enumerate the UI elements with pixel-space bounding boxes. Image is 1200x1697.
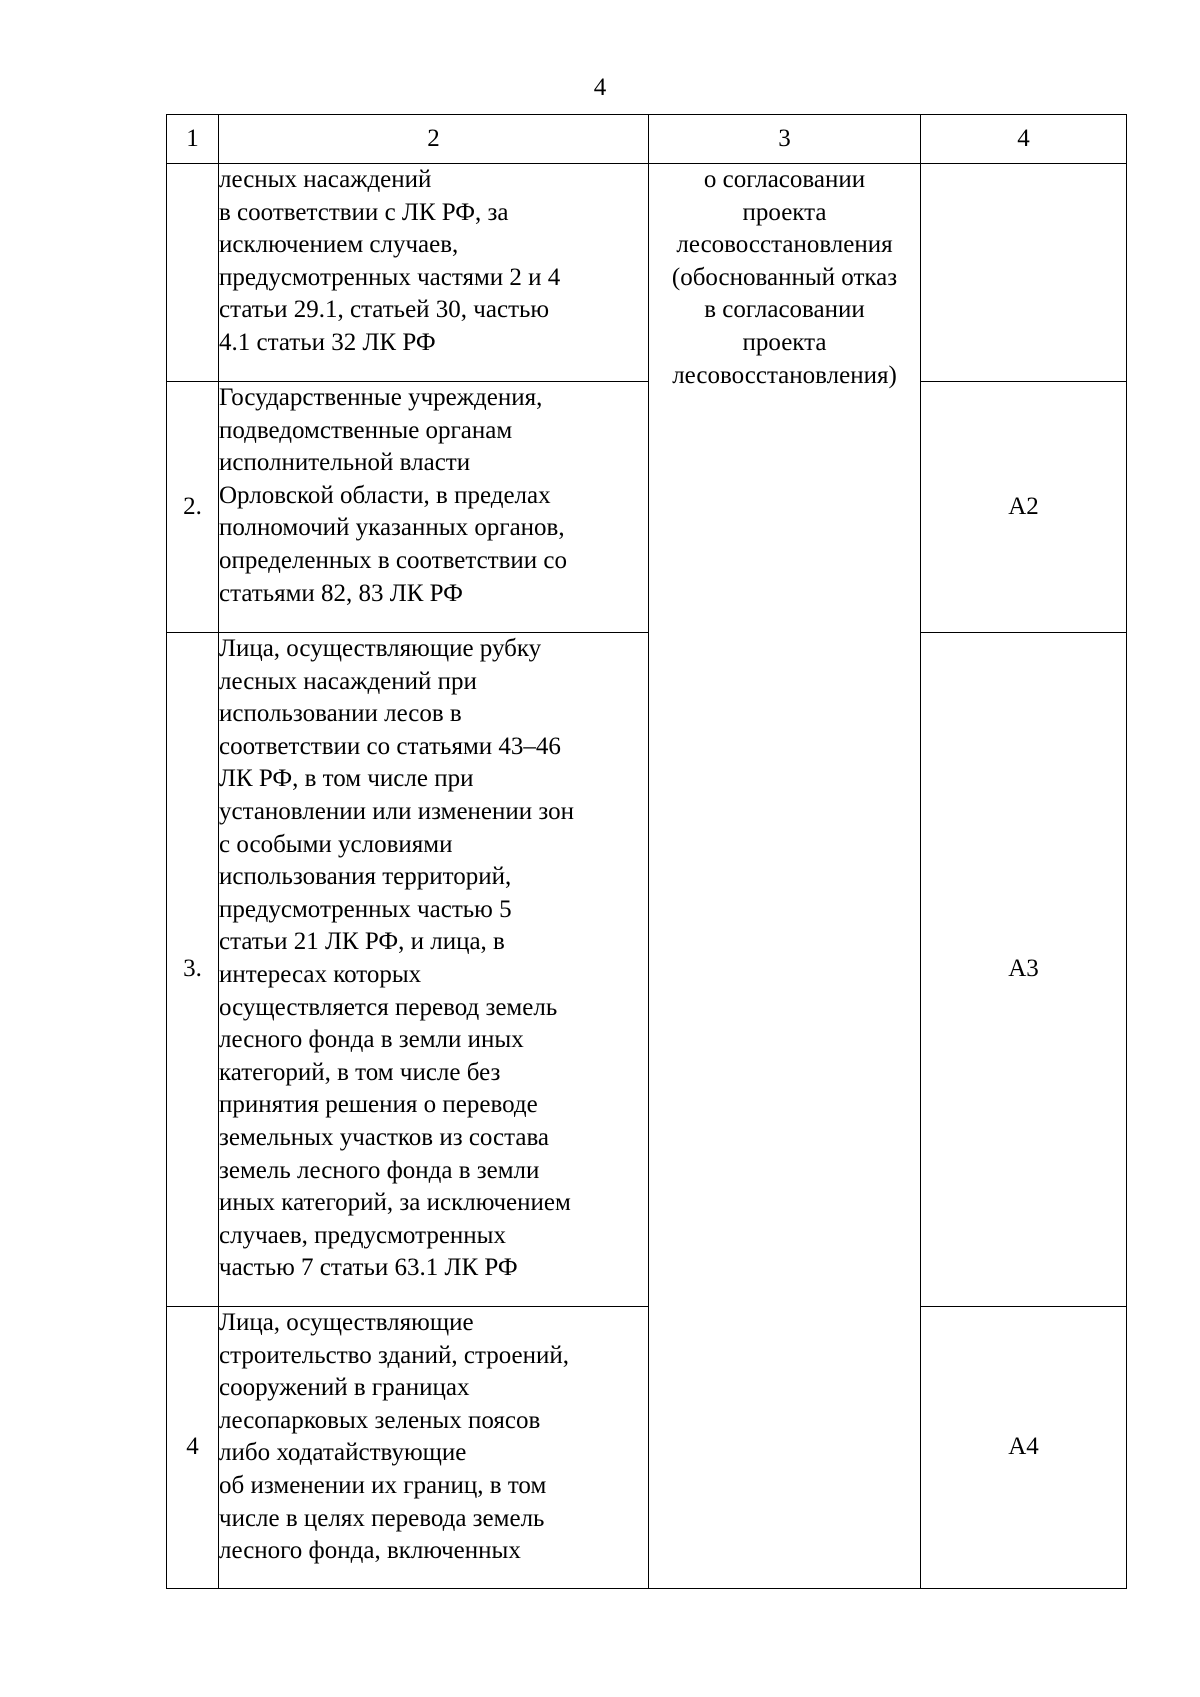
description-line: статьями 82, 83 ЛК РФ (219, 579, 463, 607)
description-line: принятия решения о переводе (219, 1091, 538, 1119)
result-line: проекта (742, 328, 827, 356)
row-code (921, 164, 1127, 382)
description-line: лесного фонда, включенных (219, 1537, 521, 1565)
description-line: полномочий указанных органов, (219, 514, 565, 542)
description-line: иных категорий, за исключением (219, 1189, 571, 1217)
page-number: 4 (593, 74, 607, 101)
result-line: (обоснованный отказ (671, 263, 898, 291)
row-code: А3 (921, 633, 1127, 1307)
row-number (167, 164, 219, 382)
description-line: категорий, в том числе без (219, 1058, 501, 1086)
description-line: строительство зданий, строений, (219, 1341, 569, 1369)
table-row (167, 633, 1127, 1307)
description-line: числе в целях перевода земель (219, 1504, 545, 1532)
row-description (219, 633, 649, 1307)
row-description (219, 1307, 649, 1589)
description-line: случаев, предусмотренных (219, 1221, 506, 1249)
row-number: 3. (167, 633, 219, 1307)
description-line: лесопарковых зеленых поясов (219, 1406, 541, 1434)
description-line: использования территорий, (219, 863, 512, 891)
table-row (167, 164, 1127, 382)
description-line: Лица, осуществляющие рубку (219, 635, 542, 662)
table-row (167, 382, 1127, 633)
description-line: использовании лесов в (219, 700, 462, 728)
description-line: определенных в соответствии со (219, 546, 567, 574)
description-line: Лица, осуществляющие (219, 1309, 474, 1336)
description-line: земельных участков из состава (219, 1123, 550, 1151)
description-line: сооружений в границах (219, 1374, 470, 1402)
description-line: лесного фонда в земли иных (219, 1026, 524, 1054)
description-line: об изменении их границ, в том (219, 1471, 547, 1499)
description-line: Орловской области, в пределах (219, 481, 551, 509)
result-line: лесовосстановления (676, 231, 893, 259)
row-code: А4 (921, 1307, 1127, 1589)
table-header-row (167, 115, 1127, 164)
header-cell-3: 3 (649, 115, 921, 164)
description-line: частью 7 статьи 63.1 ЛК РФ (219, 1254, 518, 1282)
result-cell (649, 164, 921, 1589)
description-line: лесных насаждений при (219, 667, 477, 695)
description-line: интересах которых (219, 960, 422, 988)
description-line: земель лесного фонда в земли (219, 1156, 540, 1184)
row-description (219, 382, 649, 633)
table-row (167, 1307, 1127, 1589)
description-line: соответствии со статьями 43–46 (219, 732, 561, 760)
result-line: лесовосстановления) (672, 361, 897, 389)
result-line: проекта (742, 198, 827, 226)
description-line: исполнительной власти (219, 449, 471, 477)
description-line: лесных насаждений (219, 166, 432, 193)
document-table (166, 114, 1127, 1589)
row-code: А2 (921, 382, 1127, 633)
row-number: 2. (167, 382, 219, 633)
result-line: о согласовании (703, 166, 866, 193)
description-line: предусмотренных частями 2 и 4 (219, 263, 561, 291)
description-line: статьи 21 ЛК РФ, и лица, в (219, 928, 505, 956)
description-line: осуществляется перевод земель (219, 993, 558, 1021)
result-line: в согласовании (704, 296, 865, 324)
description-line: в соответствии с ЛК РФ, за (219, 198, 509, 226)
description-line: ЛК РФ, в том числе при (219, 765, 474, 793)
description-line: статьи 29.1, статьей 30, частью (219, 296, 550, 324)
description-line: 4.1 статьи 32 ЛК РФ (219, 328, 436, 356)
header-cell-2: 2 (219, 115, 649, 164)
description-line: предусмотренных частью 5 (219, 895, 512, 923)
description-line: либо ходатайствующие (219, 1439, 467, 1467)
description-line: подведомственные органам (219, 416, 513, 444)
description-line: с особыми условиями (219, 830, 453, 858)
header-cell-4: 4 (921, 115, 1127, 164)
header-cell-1: 1 (167, 115, 219, 164)
description-line: исключением случаев, (219, 231, 459, 259)
description-line: Государственные учреждения, (219, 384, 543, 411)
description-line: установлении или изменении зон (219, 797, 575, 825)
row-number: 4 (167, 1307, 219, 1589)
row-description (219, 164, 649, 382)
